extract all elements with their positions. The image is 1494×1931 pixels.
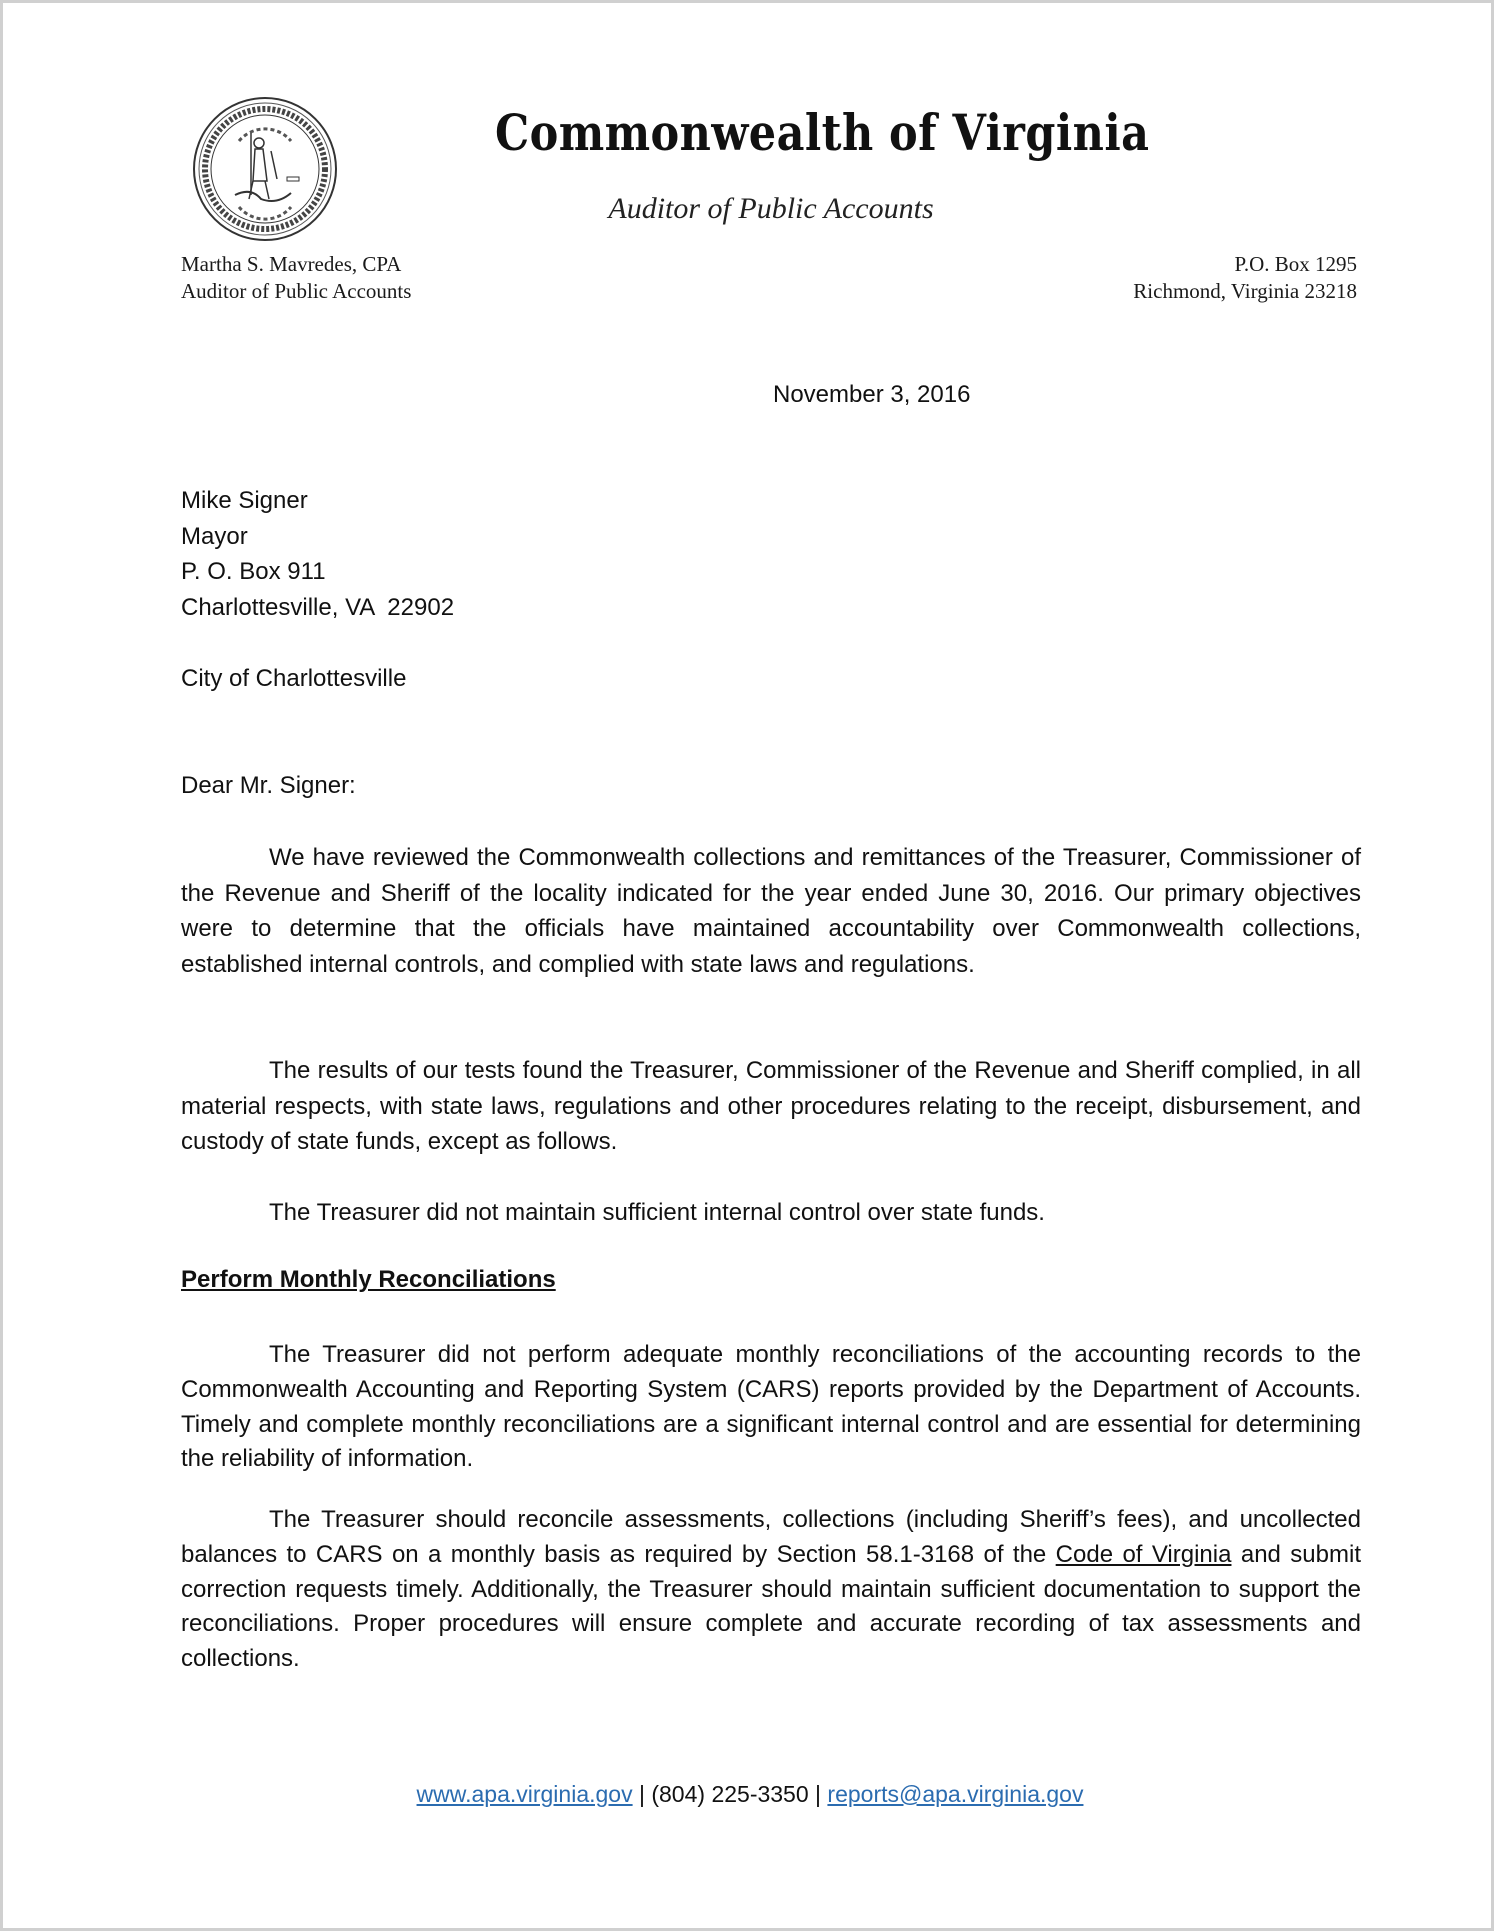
email-link[interactable]: reports@apa.virginia.gov (827, 1781, 1084, 1807)
recipient-name: Mike Signer (181, 487, 308, 514)
locality-name: City of Charlottesville (181, 665, 407, 692)
website-link[interactable]: www.apa.virginia.gov (416, 1781, 633, 1807)
letterhead-subtitle: Auditor of Public Accounts (608, 192, 934, 225)
letter-date: November 3, 2016 (773, 381, 971, 408)
recipient-po-box: P. O. Box 911 (181, 558, 326, 586)
phone-number: (804) 225-3350 (651, 1781, 809, 1807)
recipient-address (181, 483, 454, 625)
recommendation-text-before: The Treasurer should reconcile assessments, collections (including Sheriff’s fees), and uncollected balances to CARS on a monthly basis as required by Section 58.1-3168 of the (181, 1506, 1361, 1568)
paragraph-review-scope: We have reviewed the Commonwealth collections and remittances of the Treasurer, Commissioner of the Revenue and Sheriff of the locality indicated for the year ended June 30, 2016. Our primary objectives were to determine that the officials have maintained accountability over Commonwealth collections, established internal controls, and complied with state laws and regulations. (181, 844, 1361, 978)
code-of-virginia-reference: Code of Virginia (1055, 1540, 1232, 1568)
paragraph-recommendation (181, 1503, 1361, 1677)
recommendation-text-after: and submit correction requests timely. Additionally, the Treasurer should maintain sufficient documentation to support the reconciliations. Proper procedures will ensure complete and accurate recording of tax assessments and collections. (181, 1540, 1361, 1673)
paragraph-results: The results of our tests found the Treasurer, Commissioner of the Revenue and Sheriff complied, in all material respects, with state laws, regulations and other procedures relating to the receipt, disbursement, and custody of state funds, except as follows. (181, 1057, 1361, 1156)
recipient-title: Mayor (181, 522, 248, 550)
letter-footer (3, 1781, 1494, 1808)
section-heading: Perform Monthly Reconciliations (181, 1266, 556, 1293)
letterhead-title: Commonwealth of Virginia (494, 103, 1150, 162)
office-city-state: Richmond, Virginia 23218 (1133, 279, 1357, 303)
salutation: Dear Mr. Signer: (181, 772, 356, 799)
auditor-name-block (181, 251, 411, 305)
virginia-seal-icon (191, 95, 339, 243)
office-po-box: P.O. Box 1295 (1234, 252, 1357, 276)
office-address-block (1133, 251, 1357, 305)
paragraph-finding-detail: The Treasurer did not perform adequate monthly reconciliations of the accounting records to the Commonwealth Accounting and Reporting System (CARS) reports provided by the Department of Accounts. Timely and complete monthly reconciliations are a significant internal control and are essential for determining the reliability of information. (181, 1341, 1361, 1473)
auditor-title: Auditor of Public Accounts (181, 279, 412, 303)
paragraph-finding-summary: The Treasurer did not maintain sufficient internal control over state funds. (269, 1199, 1045, 1226)
footer-separator: | (808, 1781, 828, 1807)
recipient-city-state-zip: Charlottesville, VA 22902 (181, 593, 455, 621)
footer-separator: | (632, 1781, 652, 1807)
auditor-name: Martha S. Mavredes, CPA (181, 252, 402, 276)
